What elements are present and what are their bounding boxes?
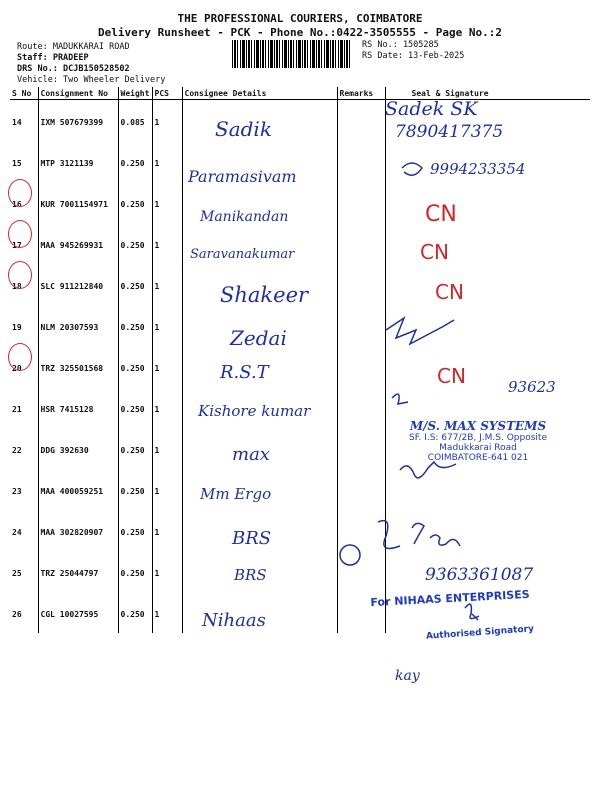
handwritten-name: Kishore kumar <box>198 402 311 420</box>
signature-scribble <box>378 521 400 549</box>
stamp-address-1: SF. I.S: 677/2B, J.M.S. Opposite <box>409 433 547 443</box>
handwritten-phone: 9994233354 <box>430 160 526 178</box>
sno-cell: 15 <box>12 159 22 168</box>
red-remark: CN <box>420 240 449 264</box>
route-label: Route: MADUKKARAI ROAD <box>17 42 130 52</box>
signature-scribble <box>412 523 460 546</box>
signature-scribble <box>392 394 408 404</box>
consignment-cell: IXM 507679399 <box>38 100 118 142</box>
red-remark: CN <box>437 364 466 388</box>
pcs-cell: 1 <box>152 182 182 223</box>
handwritten-name: Saravanakumar <box>190 247 295 262</box>
sno-cell: 20 <box>12 364 22 373</box>
sno-cell: 16 <box>12 200 22 209</box>
sno-cell: 19 <box>12 323 22 332</box>
weight-cell: 0.250 <box>118 469 152 510</box>
authorised-signatory: Authorised Signatory <box>425 624 535 642</box>
company-title: THE PROFESSIONAL COURIERS, COIMBATORE <box>177 12 423 25</box>
weight-cell: 0.250 <box>118 305 152 346</box>
vehicle-label: Vehicle: Two Wheeler Delivery <box>17 75 166 85</box>
nihaas-stamp <box>360 587 540 610</box>
signature-scribble <box>402 163 422 175</box>
pcs-cell: 1 <box>152 141 182 182</box>
col-pcs: PCS <box>152 87 182 100</box>
max-systems-stamp <box>378 419 578 463</box>
stamp-company: M/S. MAX SYSTEMS <box>409 419 547 433</box>
pcs-cell: 1 <box>152 469 182 510</box>
weight-cell: 0.250 <box>118 428 152 469</box>
pcs-cell: 1 <box>152 100 182 142</box>
sno-cell: 14 <box>12 118 22 127</box>
handwritten-name: Sadik <box>215 117 272 141</box>
sno-cell: 24 <box>12 528 22 537</box>
handwritten-name: Zedai <box>230 326 287 350</box>
pcs-cell: 1 <box>152 510 182 551</box>
drs-label: DRS No.: DCJB150528502 <box>17 64 130 74</box>
consignment-cell: HSR 7415128 <box>38 387 118 428</box>
handwritten-name: Shakeer <box>220 283 309 307</box>
pcs-cell: 1 <box>152 223 182 264</box>
consignment-cell: NLM 20307593 <box>38 305 118 346</box>
handwritten-phone: 93623 <box>508 378 556 396</box>
handwritten-initials: kay <box>395 668 420 684</box>
weight-cell: 0.250 <box>118 551 152 592</box>
weight-cell: 0.250 <box>118 141 152 182</box>
handwritten-phone: 9363361087 <box>425 565 534 585</box>
pcs-cell: 1 <box>152 551 182 592</box>
red-remark: CN <box>425 202 457 227</box>
col-seal: Seal & Signature <box>385 87 590 100</box>
sno-cell: 21 <box>12 405 22 414</box>
weight-cell: 0.250 <box>118 592 152 633</box>
consignment-cell: DDG 392630 <box>38 428 118 469</box>
pcs-cell: 1 <box>152 428 182 469</box>
stamp-address-2: Madukkarai Road <box>439 443 517 453</box>
weight-cell: 0.250 <box>118 223 152 264</box>
pcs-cell: 1 <box>152 346 182 387</box>
col-consignee: Consignee Details <box>182 87 337 100</box>
col-consignment: Consignment No <box>38 87 118 100</box>
sno-cell: 22 <box>12 446 22 455</box>
pcs-cell: 1 <box>152 305 182 346</box>
stamp-address-3: COIMBATORE-641 021 <box>427 453 529 463</box>
sno-cell: 25 <box>12 569 22 578</box>
handwritten-signature: Sadek SK <box>385 98 478 120</box>
handwritten-phone: 7890417375 <box>395 122 504 142</box>
signature-scribble <box>465 604 479 620</box>
handwritten-name: max <box>232 444 270 465</box>
red-remark: CN <box>435 280 464 304</box>
consignment-cell: CGL 10027595 <box>38 592 118 633</box>
col-remarks: Remarks <box>337 87 385 100</box>
signature-scribble <box>340 545 360 565</box>
weight-cell: 0.250 <box>118 346 152 387</box>
consignment-cell: TRZ 25044797 <box>38 551 118 592</box>
staff-label: Staff: PRADEEP <box>17 53 89 63</box>
handwritten-name: Mm Ergo <box>200 485 272 503</box>
consignment-cell: MAA 400059251 <box>38 469 118 510</box>
col-sno: S No <box>10 87 38 100</box>
runsheet-subtitle: Delivery Runsheet - PCK - Phone No.:0422-3505555 - Page No.:2 <box>98 26 502 39</box>
consignment-cell: MTP 3121139 <box>38 141 118 182</box>
col-weight: Weight <box>118 87 152 100</box>
signature-scribble <box>400 462 456 478</box>
signature-scribble <box>386 318 454 344</box>
sno-cell: 18 <box>12 282 22 291</box>
weight-cell: 0.250 <box>118 510 152 551</box>
handwritten-name: BRS <box>234 566 267 584</box>
consignment-cell: SLC 911212840 <box>38 264 118 305</box>
sno-cell: 23 <box>12 487 22 496</box>
stamp-company: For NIHAAS ENTERPRISES <box>370 587 530 610</box>
pcs-cell: 1 <box>152 592 182 633</box>
handwritten-name: Manikandan <box>200 209 289 225</box>
pcs-cell: 1 <box>152 387 182 428</box>
sno-cell: 17 <box>12 241 22 250</box>
consignment-cell: TRZ 325501568 <box>38 346 118 387</box>
weight-cell: 0.250 <box>118 264 152 305</box>
weight-cell: 0.250 <box>118 182 152 223</box>
consignment-cell: MAA 945269931 <box>38 223 118 264</box>
sno-cell: 26 <box>12 610 22 619</box>
weight-cell: 0.085 <box>118 100 152 142</box>
rs-number: RS No.: 1505285 <box>362 40 439 50</box>
pcs-cell: 1 <box>152 264 182 305</box>
consignment-cell: KUR 7001154971 <box>38 182 118 223</box>
handwritten-name: R.S.T <box>220 362 269 383</box>
rs-date: RS Date: 13-Feb-2025 <box>362 51 465 61</box>
handwritten-name: Paramasivam <box>188 167 297 186</box>
handwritten-name: Nihaas <box>202 610 266 631</box>
handwritten-name: BRS <box>232 528 272 549</box>
weight-cell: 0.250 <box>118 387 152 428</box>
consignment-cell: MAA 302820907 <box>38 510 118 551</box>
